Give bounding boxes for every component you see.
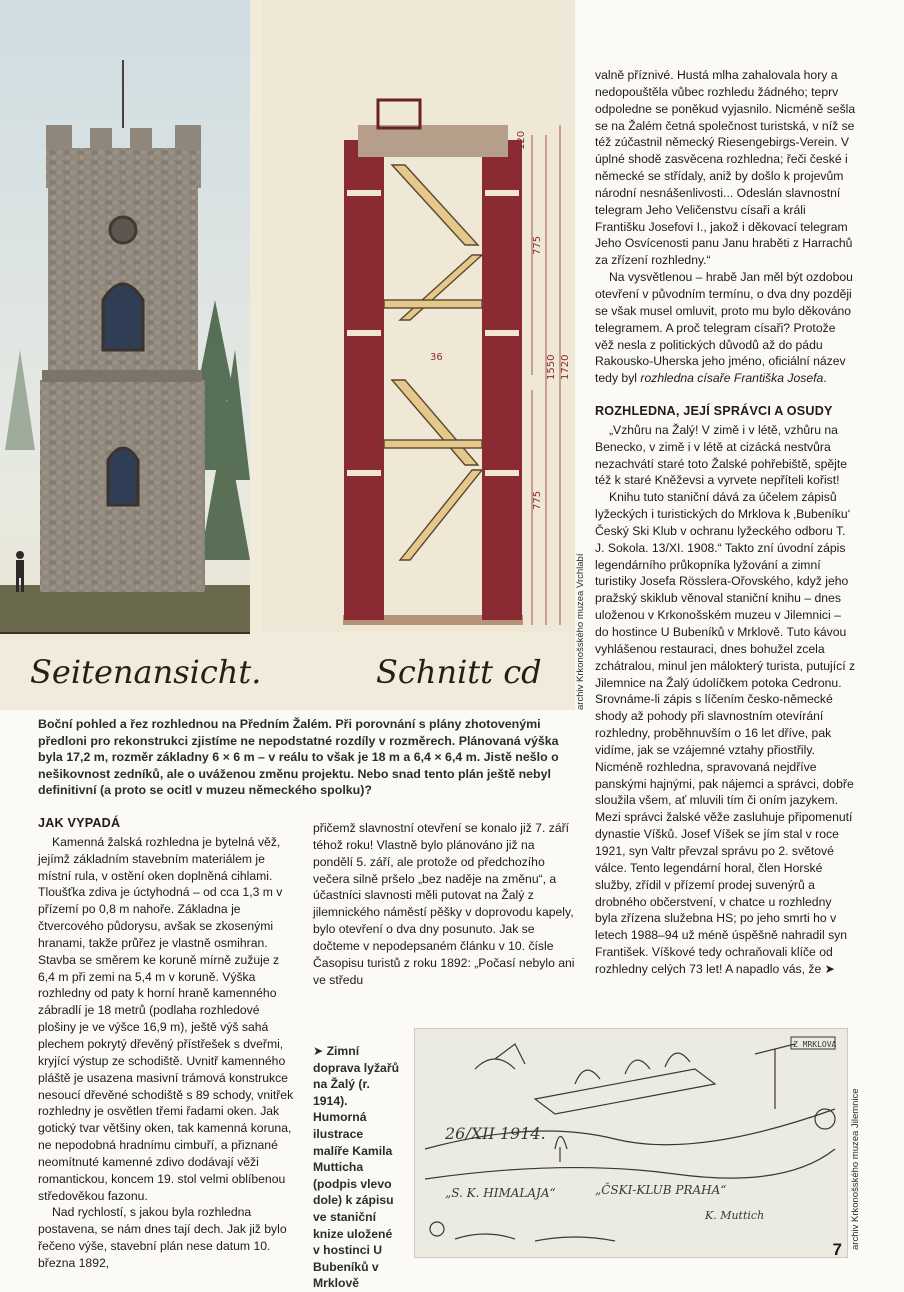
article-top-column [595, 67, 857, 978]
section-heading: JAK VYPADÁ [38, 816, 121, 830]
dim-36: 36 [430, 352, 443, 363]
sketch-credit: archiv Krkonošského muzea Jilemnice [850, 1088, 861, 1250]
article-left-column [38, 815, 295, 1272]
paragraph: „Vzhůru na Žalý! V zimě i v létě, vzhůru na Benecko, v zimě i v létě at cizácká nestvůra nezachvátí staré toto Žalské pohřebiště, spějte též k staré Kněževsi a vyrvete nepříteli kořist! [595, 422, 848, 488]
sketch-drawing [415, 1029, 847, 1257]
paragraph: přičemž slavnostní otevření se konalo již 7. září téhož roku! Vlastně bylo plánováno již na pondělí 5. září, ale protože od předchozího večera silně pršelo „bez naděje na změnu“, a účastníci slavnosti měli putovat na Žalý z jilemnického náměstí pěšky v doprovodu kapely, bylo otevření o dva dny posunuto. Jak se dočteme v nepodepsaném článku v 10. čísle Časopisu turistů z roku 1892: „Počasí nebylo ani ve středu [313, 821, 575, 987]
label-section: Schnitt cd [376, 653, 542, 691]
sketch-sign-himalaja: „S. K. HIMALAJA“ [445, 1186, 556, 1200]
gothic-window-icon [103, 284, 143, 350]
dim-775-top: 775 [532, 235, 543, 255]
figure-caption: Boční pohled a řez rozhlednou na Předním Žalém. Při porovnání s plány zhotovenými předloni pro rekonstrukci zjistíme ne nepodstatné rozdíly v rozměrech. Plánovaná výška byla 17,2 m, rozměr základny 6 × 6 m – v reálu to však je 18 m a 6,4 × 6,4 m. Jistě nešlo o nešikovnost zedníků, ale o uváženou změnu projektu. Nebo snad tento plán ještě nebyl definitivní (a proto se ocitl v muzeu německého spolku)? [38, 717, 559, 798]
paragraph: Nad rychlostí, s jakou byla rozhledna postavena, se nám dnes tají dech. Jak již bylo řečeno výše, stavební plán nese datum 10. března 1892, [38, 1205, 287, 1270]
page-number: 7 [832, 1240, 842, 1259]
sketch-illustration [414, 1028, 848, 1258]
plate-credit: archiv Krkonošského muzea Vrchlabí [575, 553, 586, 710]
ground [0, 585, 250, 632]
tower-crown [46, 148, 201, 188]
label-side-view: Seitenansicht. [30, 653, 262, 691]
sketch-caption: ➤ Zimní doprava lyžařů na Žalý (r. 1914). Humorná ilustrace malíře Kamila Mutticha (podpis vlevo dole) k zápisu ve staniční knize uložené v hostinci U Bubeníků v Mrklově [313, 1044, 400, 1291]
tower-drawings [0, 0, 575, 710]
dim-120: 120 [516, 130, 527, 150]
paragraph: Kamenná žalská rozhledna je bytelná věž, jejímž základním stavebním materiálem je místní rula, v ostění oken doplněná cihlami. Tloušťka zdiva je úctyhodná – od cca 1,3 m v přízemí po 0,8 m nahoře. Základna je čtvercového půdorysu, avšak se zkosenými hranami, takže průřez je vlastně osmihran. Stavba se směrem ke koruně mírně zužuje z 6,4 m při zemi na 5,4 m v koruně. Výška rozhledny od paty k horní hraně kamenného zábradlí je 18 metrů (podlaha rozhledové plošiny je ve výšce 16,9 m), ještě výš sahá plechem pokrytý dřevěný přístřešek s dveřmi, kryjící výstup ze schodiště. Uvnitř kamenného pláště je usazena masivní trámová konstrukce nesoucí dřevěné schodiště s 89 schody, vnitřek rozhledny je osvětlen třemi řadami oken. Jak gotický tvar většiny oken, tak kamenná koruna, ne nepodobná hradnímu cimbuří, a přiznané neomítnuté kamenné zdivo dodávají věži romantickou, koncem 19. stol velmi oblíbenou středověkou fazonu. [38, 834, 294, 1203]
paragraph: valně příznivé. Hustá mlha zahalovala hory a nedopouštěla vůbec rozhledu žádného; teprv odpoledne se poněkud vyjasnilo. Nicméně sešla se na Žalém četná společnost turistská, v níž se též zúčastnil německý Riesengebirgs-Verein. V úplné shodě zasvěcena rozhledna; řeči české i německé se střídaly, aniž by došlo k projevům národní nesnášenlivosti... Odeslán slavnostní telegram Jeho Veličenstvu císaři a králi Františku Josefovi I., jakož i děkovací telegram Jeho Osvícenosti panu Janu hraběti z Harrachů za zřízení rozhledny.“ [595, 68, 856, 268]
gothic-window-lower-icon [108, 448, 138, 505]
round-window-icon [110, 217, 136, 243]
dim-775-bottom: 775 [532, 490, 543, 510]
sketch-signature: K. Muttich [705, 1209, 765, 1222]
article-middle-column [313, 820, 575, 988]
paragraph: Knihu tuto staniční dává za účelem zápisů lyžeckých i turistických do Mrklova k ‚Bubeníku‘ Český Ski Klub v ochranu lyžeckého odboru T. J. Sokola. 13/XI. 1908.“ Takto zní úvodní zápis legendárního průkopníka lyžování a zimní turistiky Josefa Rösslera-Ořovského, když jeho pražský skiklub věnoval staniční knihu – dnes uloženou v Krkonošském muzeu v Jilemnici – do hostince U Bubeníků v Mrklově. Tuto kávou vyhlášenou restauraci, dnes bohužel zcela zchátralou, minul jen málokterý turista, putující z Jilemnice na Žalý údolíčkem potoka Cedronu. Srovnáme-li zápis s líčením česko-německé shody až pohody při slavnostním otevírání rozhledny, proběhnuvším o 16 let dříve, pak vidíme, jak se vzájemné vztahy přiostřily. Nicméně rozhledna, spravovaná nejdříve panskými hajnými, pak nájemci a správci, dobře sloužila všem, ať mluvili tím či oním jazykem. Mezi správci žalské věže zasluhuje připomenutí dynastie Víšků. Josef Víšek se jím stal v roce 1921, syn Valtr převzal správu po 2. světové válce. Tento legendární horal, člen Horské služby, zřídil v přízemí prodej suvenýrů a drobného občerstvení, v chatce u rozhledny byla zřízena služebna HS; po jeho smrti ho v letech 1988–94 už méně úspěšně nahradil syn František. Víškové tedy ochraňovali klíče od rozhledny celých 73 let! A napadlo vás, že ➤ [595, 490, 856, 976]
paragraph: Na vysvětlenou – hrabě Jan měl být ozdobou otevření v původním termínu, o dva dny později se však musel omluvit, proto mu bylo děkováno telegramem. A proč telegram císaři? Protože věž nesla z politických důvodů až do pádu Rakousko-Uherska jeho jméno, oficiální název tedy byl rozhledna císaře Františka Josefa. [595, 270, 853, 386]
sketch-sign-ski-klub: „ČSKI-KLUB PRAHA“ [595, 1183, 727, 1197]
section-heading: ROZHLEDNA, JEJÍ SPRÁVCI A OSUDY [595, 404, 833, 419]
dim-1720: 1720 [560, 354, 571, 380]
road-sign-text: Z MRKLOVA [793, 1040, 837, 1049]
architectural-plate [0, 0, 575, 710]
sketch-date: 26/XII 1914. [445, 1124, 546, 1143]
dim-1550: 1550 [546, 354, 557, 380]
